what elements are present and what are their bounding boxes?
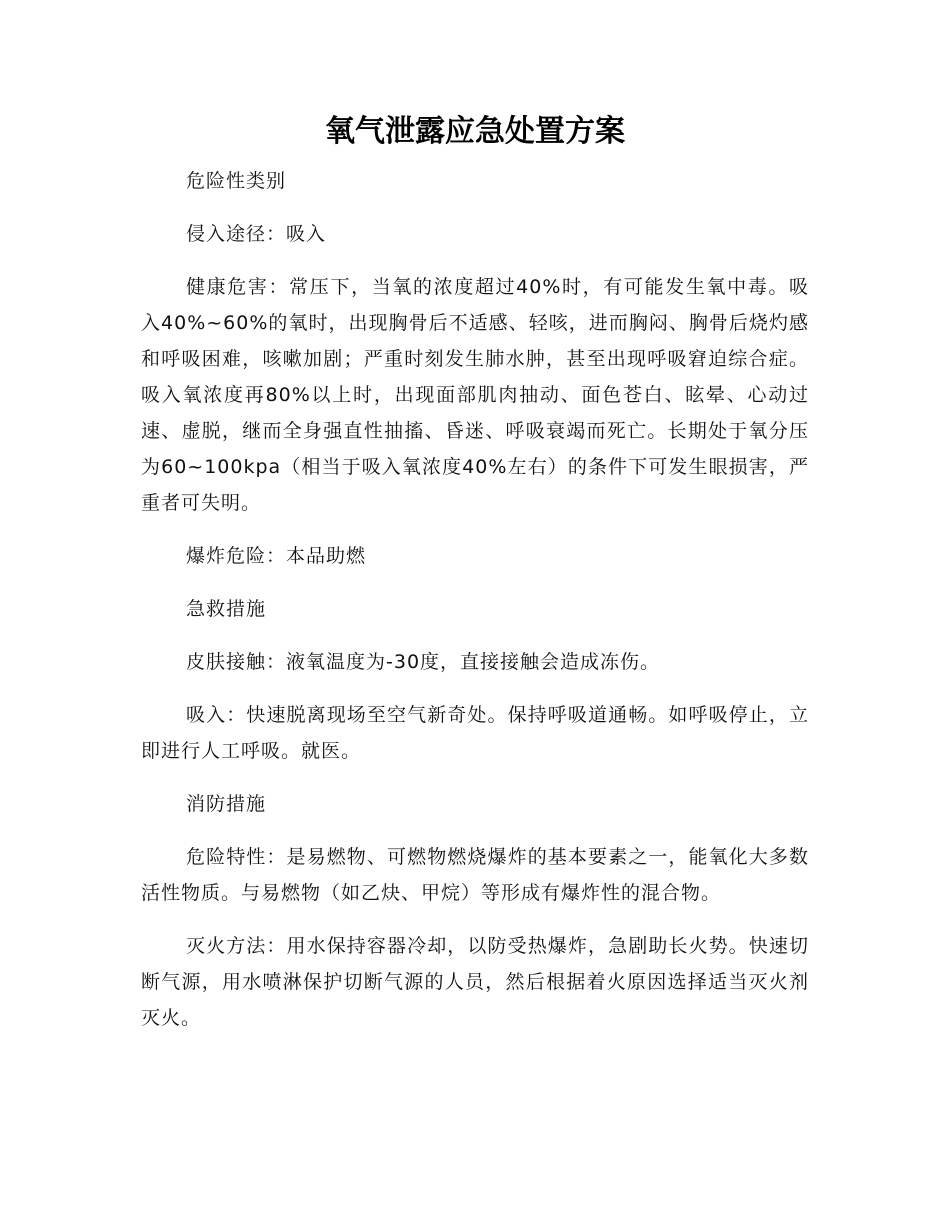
paragraph-hazard-properties: 危险特性：是易燃物、可燃物燃烧爆炸的基本要素之一，能氧化大多数活性物质。与易燃物（如乙炔、甲烷）等形成有爆炸性的混合物。 [141, 846, 809, 904]
paragraph-health-hazard: 健康危害：常压下，当氧的浓度超过40%时，有可能发生氧中毒。吸入40%~60%的氧时，出现胸骨后不适感、轻咳，进而胸闷、胸骨后烧灼感和呼吸困难，咳嗽加剧；严重时刻发生肺水肿，甚至出现呼吸窘迫综合症。吸入氧浓度再80%以上时，出现面部肌肉抽动、面色苍白、眩晕、心动过速、虚脱，继而全身强直性抽搐、昏迷、呼吸衰竭而死亡。长期处于氧分压为60~100kpa（相当于吸入氧浓度40%左右）的条件下可发生眼损害，严重者可失明。 [141, 276, 809, 514]
paragraph-firefighting-heading: 消防措施 [186, 793, 267, 815]
paragraph-skin-contact: 皮肤接触：液氧温度为-30度，直接接触会造成冻伤。 [186, 651, 661, 673]
paragraph-entry-route: 侵入途径：吸入 [186, 223, 327, 245]
paragraph-explosion-hazard: 爆炸危险：本品助燃 [186, 545, 367, 567]
paragraph-first-aid-heading: 急救措施 [186, 598, 267, 620]
document-title: 氧气泄露应急处置方案 [325, 114, 625, 149]
paragraph-extinguishing-method: 灭火方法：用水保持容器冷却，以防受热爆炸，急剧助长火势。快速切断气源，用水喷淋保护切断气源的人员，然后根据着火原因选择适当灭火剂灭火。 [141, 935, 809, 1029]
paragraph-inhalation: 吸入：快速脱离现场至空气新奇处。保持呼吸道通畅。如呼吸停止，立即进行人工呼吸。就医。 [141, 704, 809, 762]
document-body [141, 163, 809, 1053]
paragraph-hazard-category: 危险性类别 [186, 170, 287, 192]
